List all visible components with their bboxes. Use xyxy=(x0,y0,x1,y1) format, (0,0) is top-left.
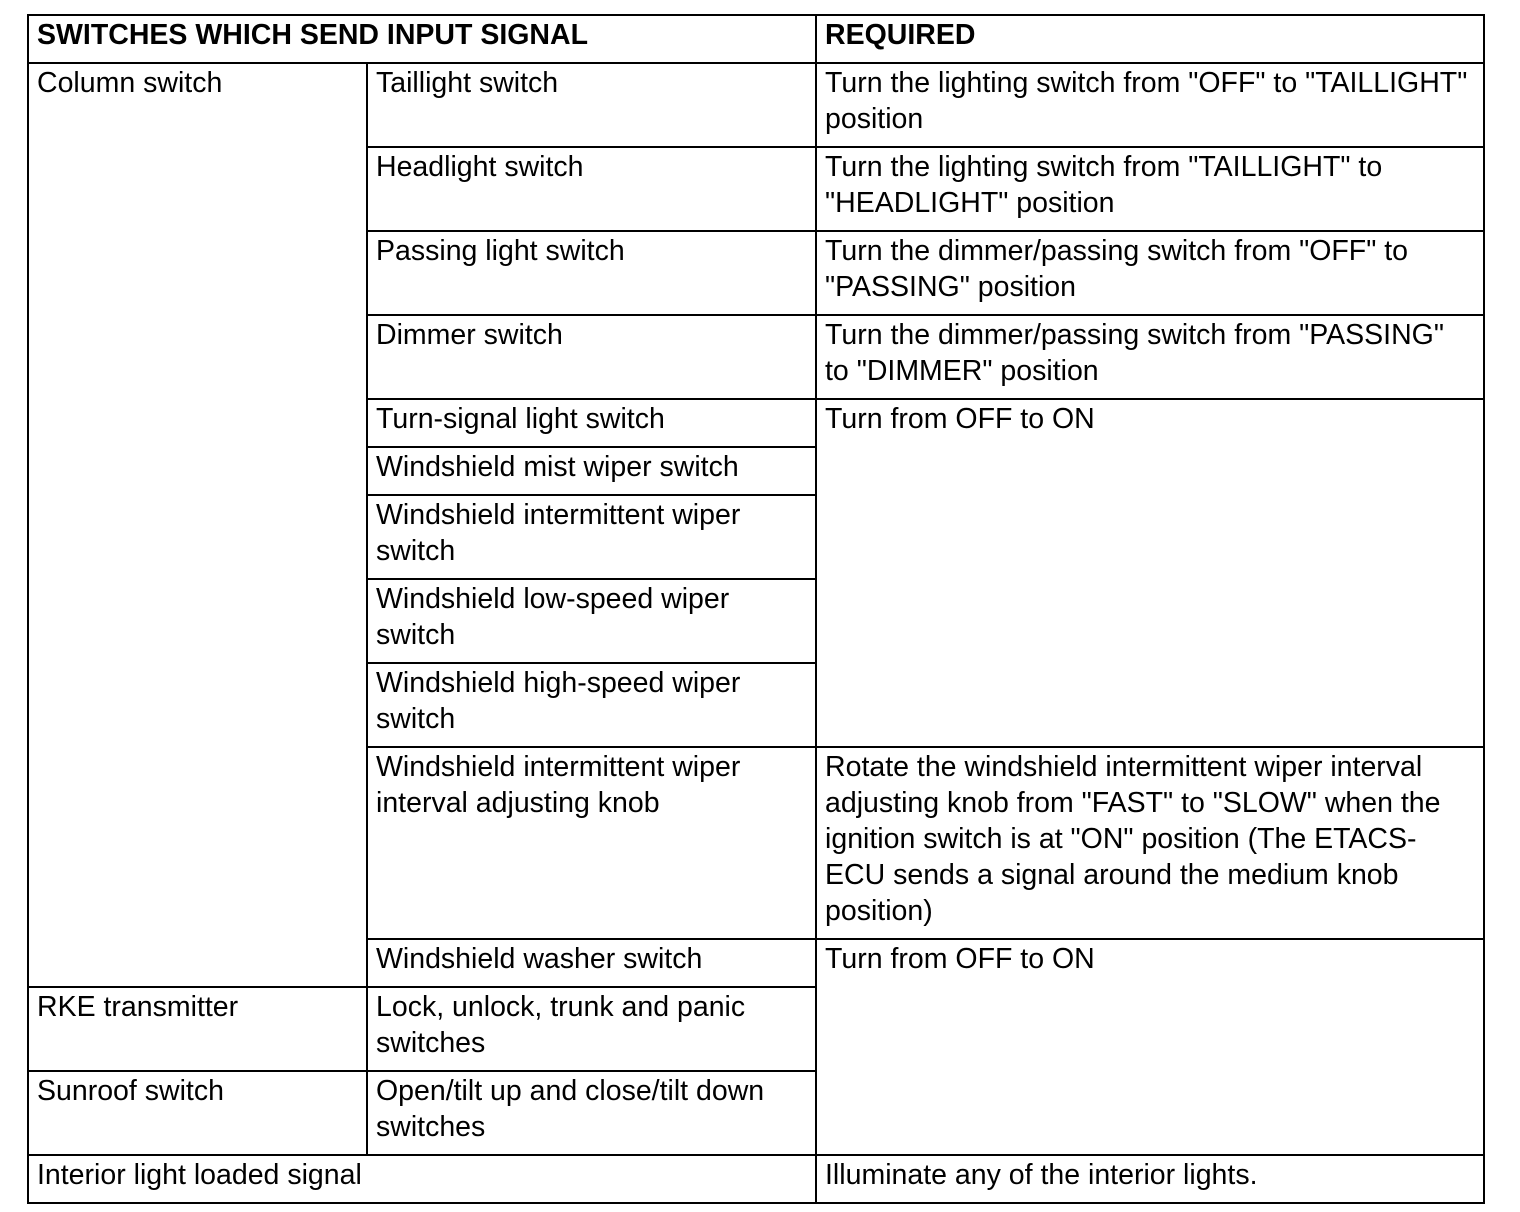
switch-cell: Windshield mist wiper switch xyxy=(367,447,816,495)
switch-input-table xyxy=(27,14,1485,1204)
switch-cell: Windshield intermittent wiper interval adjusting knob xyxy=(367,747,816,939)
required-cell: Turn from OFF to ON xyxy=(816,399,1484,747)
switch-cell: Headlight switch xyxy=(367,147,816,231)
switch-cell: Passing light switch xyxy=(367,231,816,315)
required-cell: Illuminate any of the interior lights. xyxy=(816,1155,1484,1203)
required-cell: Turn the dimmer/passing switch from "OFF" to "PASSING" position xyxy=(816,231,1484,315)
switch-cell: Windshield washer switch xyxy=(367,939,816,987)
switch-cell: Turn-signal light switch xyxy=(367,399,816,447)
switch-cell: Windshield low-speed wiper switch xyxy=(367,579,816,663)
group-rke-transmitter: RKE transmitter xyxy=(28,987,367,1071)
group-sunroof-switch: Sunroof switch xyxy=(28,1071,367,1155)
switch-cell: Windshield intermittent wiper switch xyxy=(367,495,816,579)
required-cell: Rotate the windshield intermittent wiper interval adjusting knob from "FAST" to "SLOW" when the ignition switch is at "ON" position (The ETACS-ECU sends a signal around the medium knob position) xyxy=(816,747,1484,939)
table-row xyxy=(28,1155,1484,1203)
header-required: REQUIRED xyxy=(816,15,1484,63)
switch-cell: Windshield high-speed wiper switch xyxy=(367,663,816,747)
switch-cell: Open/tilt up and close/tilt down switches xyxy=(367,1071,816,1155)
required-cell: Turn the dimmer/passing switch from "PASSING" to "DIMMER" position xyxy=(816,315,1484,399)
table-row xyxy=(28,63,1484,147)
switch-cell: Dimmer switch xyxy=(367,315,816,399)
switch-cell: Lock, unlock, trunk and panic switches xyxy=(367,987,816,1071)
required-cell: Turn from OFF to ON xyxy=(816,939,1484,1155)
header-switches: SWITCHES WHICH SEND INPUT SIGNAL xyxy=(28,15,816,63)
switch-cell: Taillight switch xyxy=(367,63,816,147)
required-cell: Turn the lighting switch from "TAILLIGHT" to "HEADLIGHT" position xyxy=(816,147,1484,231)
group-interior-light-signal: Interior light loaded signal xyxy=(28,1155,816,1203)
required-cell: Turn the lighting switch from "OFF" to "TAILLIGHT" position xyxy=(816,63,1484,147)
group-column-switch: Column switch xyxy=(28,63,367,987)
table-header-row xyxy=(28,15,1484,63)
